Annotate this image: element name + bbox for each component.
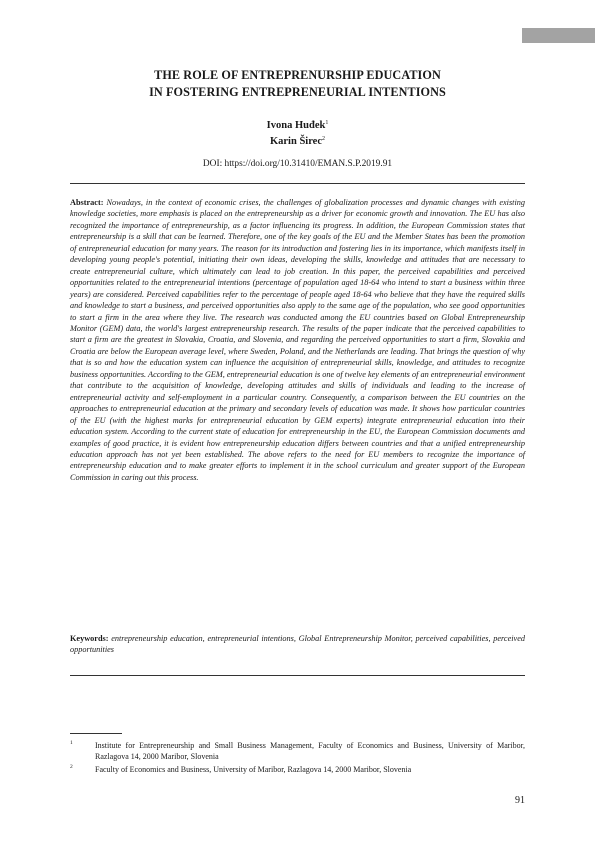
author-name: Karin Širec <box>269 135 322 147</box>
author-1 <box>70 117 525 133</box>
paper-title <box>70 67 525 101</box>
abstract-label: Abstract: <box>70 198 104 207</box>
author-affiliation-ref: 2 <box>322 135 325 142</box>
corner-tab <box>522 28 595 43</box>
abstract-text: Nowadays, in the context of economic crises, the challenges of globalization processes and dynamic changes with existing knowledge societies, more emphasis is placed on the entrepreneurship as a driver for economic growth and innovation. The EU has also recognized the importance of entrepreneurship, as a factor influencing its progress. In addition, the European Commission states that entrepreneurship is a skill that can be learned. Therefore, one of the key goals of the EU and the Member States has been the promotion of entrepreneurial education for many years. The reason for its introduction and fostering lies in its importance, which manifests itself in developing young people's potential, initiating their own ideas, developing the skills, knowledge and attitudes that are necessary to create entrepreneurial culture, which ultimately can lead to job creation. In this paper, the perceived capabilities and perceived opportunities related to the entrepreneurial intentions (percentage of population aged 18-64 who intend to start a business within three years) are considered. Perceived capabilities refer to the percentage of people aged 18-64 who believe that they have the required skills and knowledge to start a business, and perceived opportunities also apply to the same age of the population, who see good opportunities to start a firm in the area where they live. The research was conducted among the EU countries based on Global Entrepreneurship Monitor (GEM) data, the world's largest entrepreneurship research. The results of the paper indicate that the perceived capabilities to start a firm are the greatest in Slovakia, Croatia, and Slovenia, and regarding the perceived opportunities to start a firm, Slovakia and Croatia are below the European average level, where Sweden, Poland, and the Netherlands are leading. That brings the question of why that is so and how the education system can influence the acquisition of entrepreneurial skills, knowledge, and attitudes to recognize business opportunities. According to the GEM, entrepreneurial education is one of twelve key elements of an entrepreneurial environment that contribute to the acquisition of knowledge, developing attitudes and skills of individuals and leading to the increase of entrepreneurial activity and self-employment in a particular country. Consequently, a comparison between the EU countries on the approaches to entrepreneurial education at the primary and secondary levels of education was made. It shows how particular countries of the EU (with the highest marks for entrepreneurial education by GEM experts) integrate entrepreneurial education into their education system. According to the current state of education for entrepreneurship in the EU, the European Commission documents and examples of good practice, it is evident how entrepreneurship education differs between countries and that a unified entrepreneurship education approach has not yet been established. The above refers to the need for EU members to recognize the importance of entrepreneurship education and to make greater efforts to implement it in the school curriculum and greater support of the European Commission in caring out this process. <box>70 198 526 482</box>
page-number: 91 <box>515 795 525 806</box>
doi-line: DOI: https://doi.org/10.31410/EMAN.S.P.2019.91 <box>202 159 393 169</box>
footnote-1 <box>70 740 525 762</box>
title-line-2: IN FOSTERING ENTREPRENEURIAL INTENTIONS <box>149 85 446 99</box>
abstract-block <box>70 197 525 483</box>
footnote-text: Institute for Entrepreneurship and Small Business Management, Faculty of Economics and Business, University of Maribor, Razlagova 14, 2000 Maribor, Slovenia <box>95 741 525 761</box>
footnote-number: 2 <box>70 764 73 770</box>
keywords-text: entrepreneurship education, entrepreneurial intentions, Global Entrepreneurship Monitor, perceived capabilities, perceived opportunities <box>70 634 526 655</box>
footnote-divider <box>70 733 122 734</box>
top-divider <box>70 183 525 184</box>
author-name: Ivona Huđek <box>266 120 326 131</box>
keywords-label: Keywords: <box>70 634 109 643</box>
footnote-2 <box>70 764 525 775</box>
keywords-block <box>70 633 525 656</box>
bottom-divider <box>70 675 525 676</box>
title-line-1: THE ROLE OF ENTREPRENURSHIP EDUCATION <box>154 68 441 82</box>
footnote-text: Faculty of Economics and Business, University of Maribor, Razlagova 14, 2000 Maribor, Slovenia <box>95 765 412 774</box>
author-list <box>70 117 525 148</box>
footnote-number: 1 <box>70 740 73 746</box>
author-2 <box>70 133 525 149</box>
author-affiliation-ref: 1 <box>325 120 329 126</box>
